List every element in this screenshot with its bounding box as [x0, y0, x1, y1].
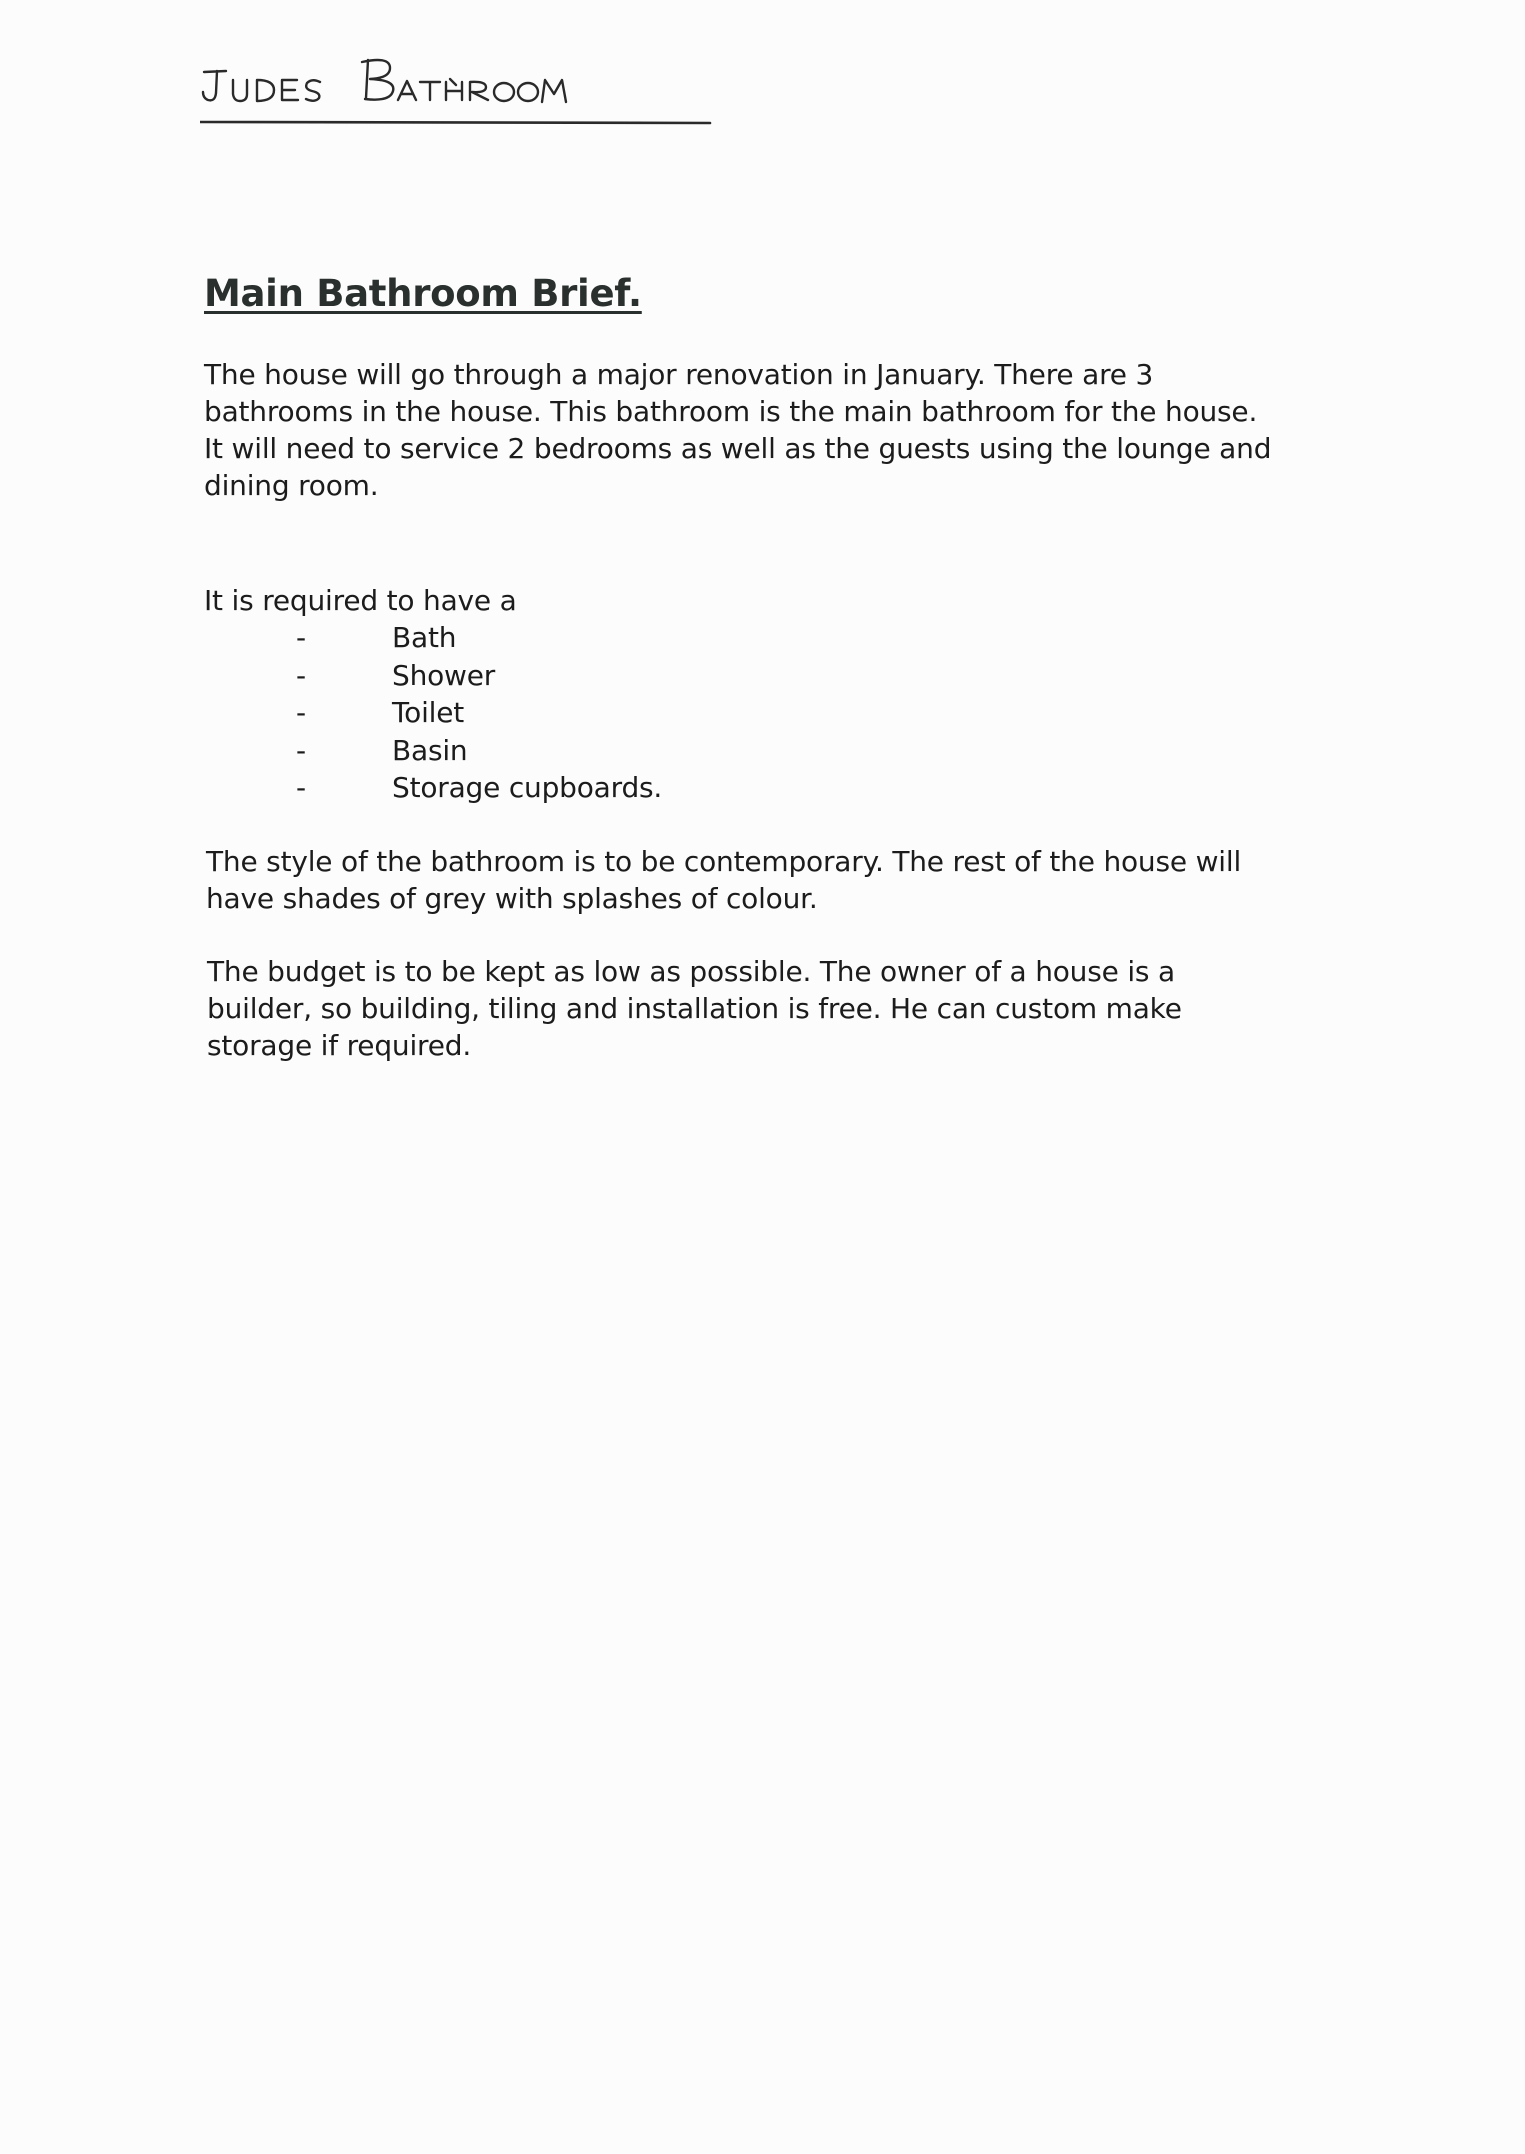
handwritten-title-drawing — [200, 52, 712, 128]
style-line: have shades of grey with splashes of colour. — [206, 882, 818, 915]
list-dash: - — [296, 733, 307, 767]
list-item-label: Toilet — [392, 696, 465, 730]
list-dash: - — [296, 658, 307, 692]
list-item-label: Shower — [392, 658, 496, 692]
list-dash: - — [296, 696, 307, 730]
list-item-label: Bath — [392, 621, 457, 654]
style-line: The style of the bathroom is to be contemporary. The rest of the house will — [206, 845, 1242, 878]
requirements-intro: It is required to have a — [204, 584, 517, 617]
list-dash: - — [296, 621, 307, 654]
intro-line: dining room. — [204, 469, 379, 502]
intro-line: It will need to service 2 bedrooms as well as the guests using the lounge and — [204, 432, 1272, 465]
page-title: Main Bathroom Brief. — [204, 272, 642, 315]
intro-line: bathrooms in the house. This bathroom is the main bathroom for the house. — [204, 395, 1258, 428]
list-item-label: Basin — [392, 733, 468, 767]
budget-paragraph — [207, 953, 1347, 1064]
intro-paragraph — [204, 356, 1344, 504]
list-item-label: Storage cupboards. — [392, 771, 663, 805]
intro-line: The house will go through a major renovation in January. There are 3 — [204, 358, 1154, 391]
budget-line: builder, so building, tiling and installation is free. He can custom make — [207, 992, 1182, 1025]
handwritten-title — [200, 52, 712, 128]
budget-line: The budget is to be kept as low as possible. The owner of a house is a — [207, 955, 1175, 988]
style-paragraph — [206, 843, 1346, 917]
list-dash: - — [296, 771, 307, 805]
budget-line: storage if required. — [207, 1029, 472, 1062]
